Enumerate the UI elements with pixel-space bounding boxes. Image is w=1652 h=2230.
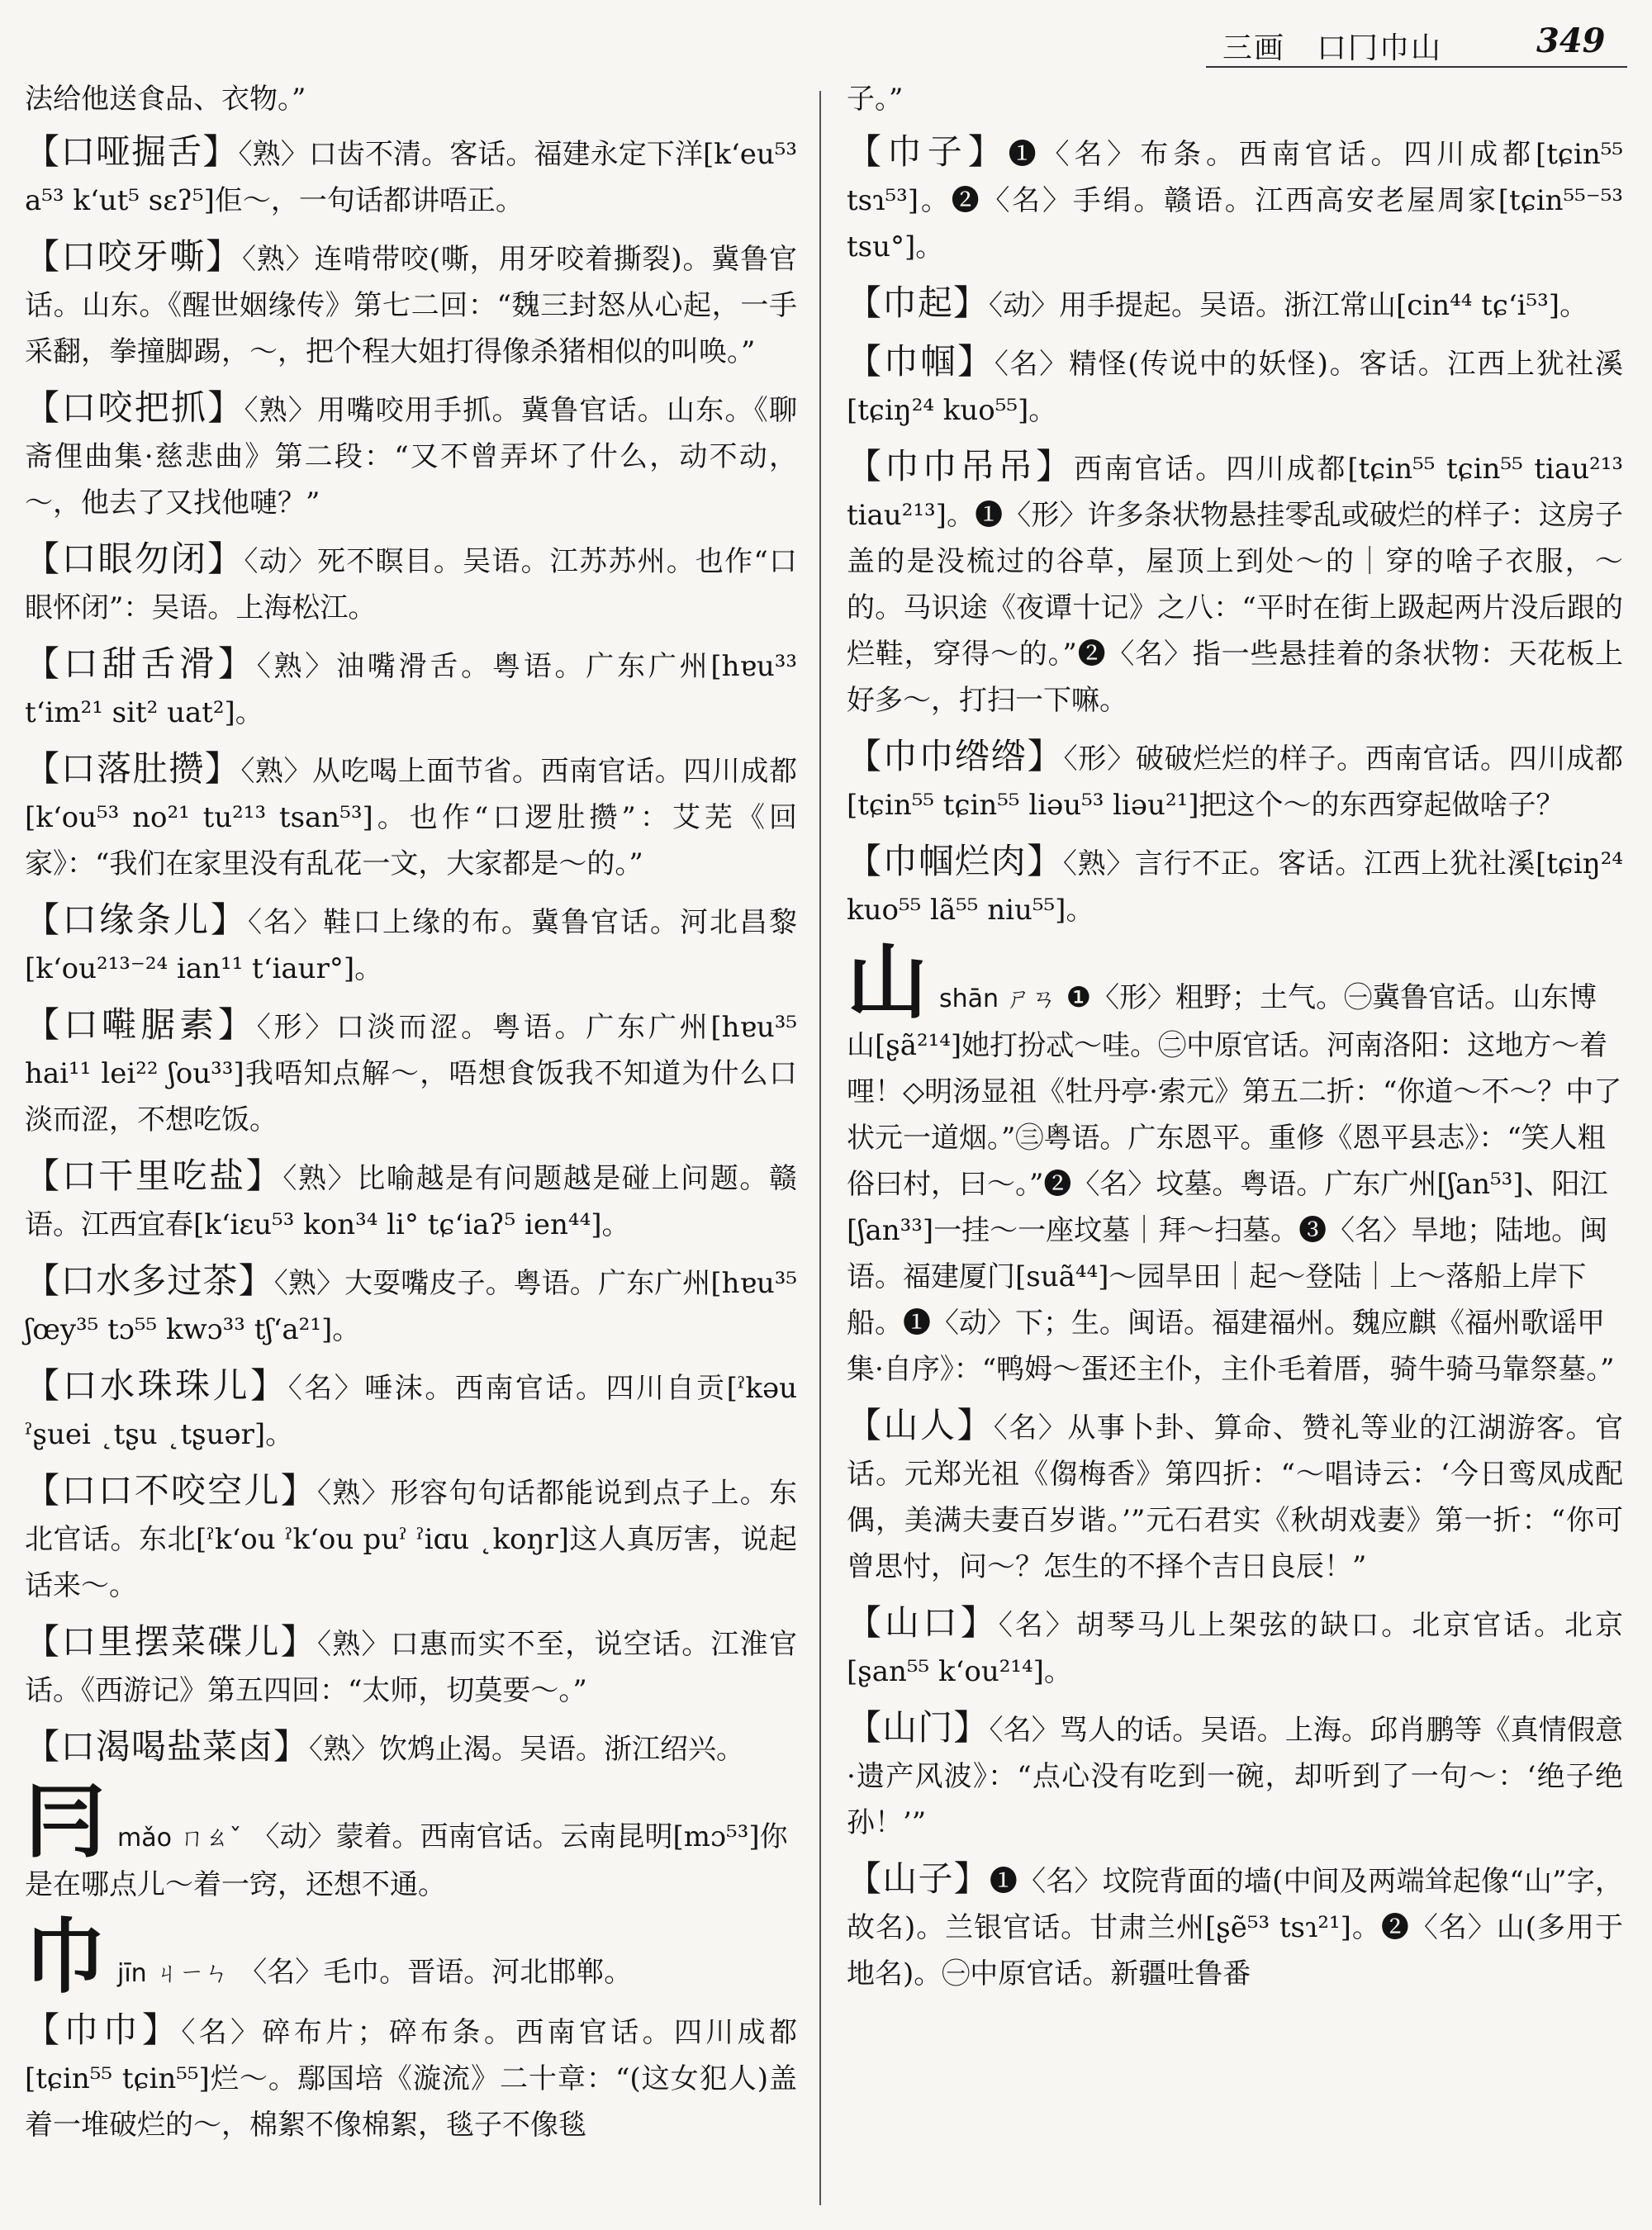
entry-definition: 〈熟〉形容句句话都能说到点子上。东北官话。东北[ˀk‘ou ˀk‘ou puˀ ˀiɑu ˛koŋr]这人真厉害，说起话来～。 xyxy=(25,1477,797,1602)
entry-definition: 〈熟〉口惠而实不至，说空话。江淮官话。《西游记》第五四回：“太师，切莫要～。” xyxy=(25,1628,797,1707)
character-definition: ❶〈形〉粗野；土气。㊀冀鲁官话。山东博山[ʂã²¹⁴]她打扮忒～哇。㊁中原官话。河南洛阳：这地方～着哩！◇明汤显祖《牡丹亭·索元》第五二折：“你道～不～？中了状元一道烟。”㊂粤语。广东恩平。重修《恩平县志》：“笑人粗俗曰村，曰～。”❷〈名〉坟墓。粤语。广东广州[ʃan⁵³]、阳江[ʃan³³]一挂～一座坟墓｜拜～扫墓。❸〈名〉旱地；陆地。闽语。福建厦门[suã⁴⁴]～园旱田｜起～登陆｜上～落船上岸下船。❶〈动〉下；生。闽语。福建福州。魏应麒《福州歌谣甲集·自序》：“鸭姆～蛋还主仆，主仆毛着厝，骑牛骑马靠祭墓。” xyxy=(847,981,1622,1386)
entry-headword: 【口渴喝盐菜卤】 xyxy=(25,1726,310,1767)
entry-definition: 〈名〉精怪(传说中的妖怪)。客话。江西上犹社溪[tɕiŋ²⁴ kuo⁵⁵]。 xyxy=(847,348,1623,427)
entry xyxy=(25,234,797,375)
right-column xyxy=(847,76,1623,2007)
entry xyxy=(847,444,1623,724)
entry-definition: 〈形〉破破烂烂的样子。西南官话。四川成都[tɕin⁵⁵ tɕin⁵⁵ liəu⁵³ liəu²¹]把这个～的东西穿起做啥子？ xyxy=(847,743,1623,822)
entry-headword: 【口口不咬空儿】 xyxy=(25,1470,317,1511)
entry-definition: 〈熟〉饮鸩止渴。吴语。浙江绍兴。 xyxy=(309,1733,745,1766)
entry-definition: 〈熟〉言行不正。客话。江西上犹社溪[tɕiŋ²⁴ kuo⁵⁵ lã⁵⁵ niu⁵⁵]。 xyxy=(847,847,1623,927)
character-pronunciation: mǎo ㄇㄠˇ xyxy=(117,1824,242,1853)
entry xyxy=(847,838,1623,933)
entry-headword: 【巾巾绺绺】 xyxy=(847,736,1064,776)
entry-definition: 〈名〉唾沫。西南官话。四川自贡[ˀkəu ˀʂuei ˛tʂu ˛tʂuər]。 xyxy=(25,1372,797,1451)
section-title: 三画 口冂巾山 xyxy=(1222,31,1443,65)
entry-headword: 【山口】 xyxy=(847,1602,999,1643)
character-entry xyxy=(25,1775,797,1908)
entry xyxy=(25,1363,797,1458)
entry xyxy=(25,536,797,631)
entry xyxy=(847,339,1623,434)
entry xyxy=(25,1468,797,1609)
entry xyxy=(25,2007,797,2148)
entry-headword: 【口水多过茶】 xyxy=(25,1260,274,1301)
entry-headword: 【口甜舌滑】 xyxy=(25,643,257,684)
entry-headword: 【巾子】 xyxy=(847,131,1009,172)
header-rule xyxy=(1206,66,1627,68)
entry xyxy=(25,1724,797,1772)
entry-headword: 【口咬把抓】 xyxy=(25,387,244,428)
entry-headword: 【山人】 xyxy=(847,1405,994,1445)
entry-headword: 【巾帼烂肉】 xyxy=(847,841,1063,881)
character-definition: 〈名〉毛巾。晋语。河北邯郸。 xyxy=(239,1956,633,1989)
entry-definition: 〈名〉从事卜卦、算命、赞礼等业的江湖游客。官话。元郑光祖《㑳梅香》第四折：“～唱诗云：‘今日鸾凤成配偶，美满夫妻百岁谐。’”元石君实《秋胡戏妻》第一折：“你可曾思忖，问～？怎生的不择个吉日良辰！” xyxy=(847,1412,1623,1583)
entry-definition: 〈熟〉油嘴滑舌。粤语。广东广州[hɐu³³ t‘im²¹ sit² uat²]。 xyxy=(25,650,797,729)
page-header xyxy=(1206,15,1606,65)
entry-definition: 〈熟〉比喻越是有问题越是碰上问题。赣语。江西宜春[k‘iɛu⁵³ kon³⁴ li° tɕ‘iaʔ⁵ ien⁴⁴]。 xyxy=(25,1162,797,1241)
entry xyxy=(25,746,797,887)
entry-definition: 〈名〉胡琴马儿上架弦的缺口。北京官话。北京[ʂan⁵⁵ k‘ou²¹⁴]。 xyxy=(847,1609,1623,1688)
entry-headword: 【口里摆菜碟儿】 xyxy=(25,1621,317,1662)
character-pronunciation: shān ㄕㄢ xyxy=(939,985,1056,1013)
entry xyxy=(25,897,797,992)
entry-headword: 【口哑掘舌】 xyxy=(25,131,239,172)
entry xyxy=(25,385,797,526)
continuation-text: 法给他送食品、衣物。” xyxy=(25,83,306,116)
entry-definition: 〈熟〉大耍嘴皮子。粤语。广东广州[hɐu³⁵ ʃœy³⁵ tɔ⁵⁵ kwɔ³³ tʃ‘a²¹]。 xyxy=(25,1267,797,1346)
entry xyxy=(847,1600,1623,1695)
entry xyxy=(847,129,1623,270)
entry-headword: 【口嚡腒素】 xyxy=(25,1004,257,1045)
entry xyxy=(25,1258,797,1353)
entry xyxy=(847,280,1623,329)
entry-headword: 【口缘条儿】 xyxy=(25,899,248,940)
entry xyxy=(847,1705,1623,1846)
entry-definition: 〈动〉用手提起。吴语。浙江常山[cin⁴⁴ tɕ‘i⁵³]。 xyxy=(989,289,1588,322)
entry-headword: 【口干里吃盐】 xyxy=(25,1155,283,1196)
entry-definition: 〈熟〉用嘴咬用手抓。冀鲁官话。山东。《聊斋俚曲集·慈悲曲》第二段：“又不曾弄坏了什么，动不动，～，他去了又找他嗹？” xyxy=(25,394,797,520)
entry-headword: 【巾起】 xyxy=(847,282,990,323)
entry-headword: 【巾帼】 xyxy=(847,341,995,382)
entry-headword: 【口咬牙嘶】 xyxy=(25,236,242,277)
entry-headword: 【山门】 xyxy=(847,1707,990,1748)
character-entry xyxy=(847,936,1623,1393)
entry-definition: 〈名〉骂人的话。吴语。上海。邱肖鹏等《真情假意·遗产风波》：“点心没有吃到一碗，却听到了一句～：‘绝子绝孙！’” xyxy=(847,1714,1623,1839)
entry-definition: 〈熟〉从吃喝上面节省。西南官话。四川成都[k‘ou⁵³ no²¹ tu²¹³ tsan⁵³]。也作“口逻肚攒”：艾芜《回家》：“我们在家里没有乱花一文，大家都是～的。” xyxy=(25,755,797,880)
entry-headword: 【山子】 xyxy=(847,1858,990,1899)
entry-definition: 〈名〉碎布片；碎布条。西南官话。四川成都[tɕin⁵⁵ tɕin⁵⁵]烂～。鄢国培《漩流》二十章：“(这女犯人)盖着一堆破烂的～，棉絮不像棉絮，毯子不像毯 xyxy=(25,2016,797,2142)
entry-definition: 〈熟〉口齿不清。客话。福建永定下洋[k‘eu⁵³ a⁵³ k‘ut⁵ sɛʔ⁵]佢～，一句话都讲唔正。 xyxy=(25,138,797,217)
character-pronunciation: jīn ㄐㄧㄣ xyxy=(117,1959,230,1988)
entry-definition: ❶〈名〉布条。西南官话。四川成都[tɕin⁵⁵ tsɿ⁵³]。❷〈名〉手绢。赣语。江西高安老屋周家[tɕin⁵⁵⁻⁵³ tsu°]。 xyxy=(847,138,1623,263)
left-column xyxy=(25,76,797,2158)
entry-definition: 〈动〉死不瞑目。吴语。江苏苏州。也作“口眼怀闭”：吴语。上海松江。 xyxy=(25,545,797,624)
character-headword: 山 xyxy=(847,936,928,1030)
column-divider xyxy=(819,91,821,2205)
entry xyxy=(847,733,1623,828)
character-headword: 冃 xyxy=(25,1775,107,1869)
entry-headword: 【巾巾】 xyxy=(25,2009,182,2050)
page-number: 349 xyxy=(1536,21,1606,60)
entry-headword: 【口眼勿闭】 xyxy=(25,539,244,579)
character-entry xyxy=(25,1910,797,2005)
entry xyxy=(25,1153,797,1248)
entry xyxy=(25,641,797,736)
entry-headword: 【口落肚攒】 xyxy=(25,748,241,789)
character-headword: 巾 xyxy=(25,1910,107,2005)
character-definition: 〈动〉蒙着。西南官话。云南昆明[mɔ⁵³]你是在哪点儿～着一窍，还想不通。 xyxy=(25,1820,788,1901)
continuation-text: 子。” xyxy=(847,83,904,116)
entry-headword: 【口水珠珠儿】 xyxy=(25,1365,288,1406)
entry-definition: 〈名〉鞋口上缘的布。冀鲁官话。河北昌黎[k‘ou²¹³⁻²⁴ ian¹¹ t‘iaur°]。 xyxy=(25,906,797,985)
entry-definition: 〈形〉口淡而涩。粤语。广东广州[hɐu³⁵ hai¹¹ lei²² ʃou³³]我唔知点解～，唔想食饭我不知道为什么口淡而涩，不想吃饭。 xyxy=(25,1011,797,1136)
entry xyxy=(25,1002,797,1143)
entry-definition: 〈熟〉连啃带咬(嘶，用牙咬着撕裂)。冀鲁官话。山东。《醒世姻缘传》第七二回：“魏三封怒从心起，一手采翻，拳撞脚踢，～，把个程大姐打得像杀猪相似的叫唤。” xyxy=(25,243,797,368)
entry-headword: 【巾巾吊吊】 xyxy=(847,446,1074,486)
entry xyxy=(847,1856,1623,1997)
entry xyxy=(25,1619,797,1714)
entry-definition: ❶〈名〉坟院背面的墙(中间及两端耸起像“山”字，故名)。兰银官话。甘肃兰州[ʂẽ⁵³ tsɿ²¹]。❷〈名〉山(多用于地名)。㊀中原官话。新疆吐鲁番 xyxy=(847,1865,1623,1990)
entry xyxy=(847,1402,1623,1590)
entry-definition: 西南官话。四川成都[tɕin⁵⁵ tɕin⁵⁵ tiau²¹³ tiau²¹³]。❶〈形〉许多条状物悬挂零乱或破烂的样子：这房子盖的是没梳过的谷草，屋顶上到处～的｜穿的啥子衣服，～的。马识途《夜谭十记》之八：“平时在街上趿起两片没后跟的烂鞋，穿得～的。”❷〈名〉指一些悬挂着的条状物：天花板上好多～，打扫一下嘛。 xyxy=(847,453,1623,717)
entry xyxy=(25,129,797,224)
